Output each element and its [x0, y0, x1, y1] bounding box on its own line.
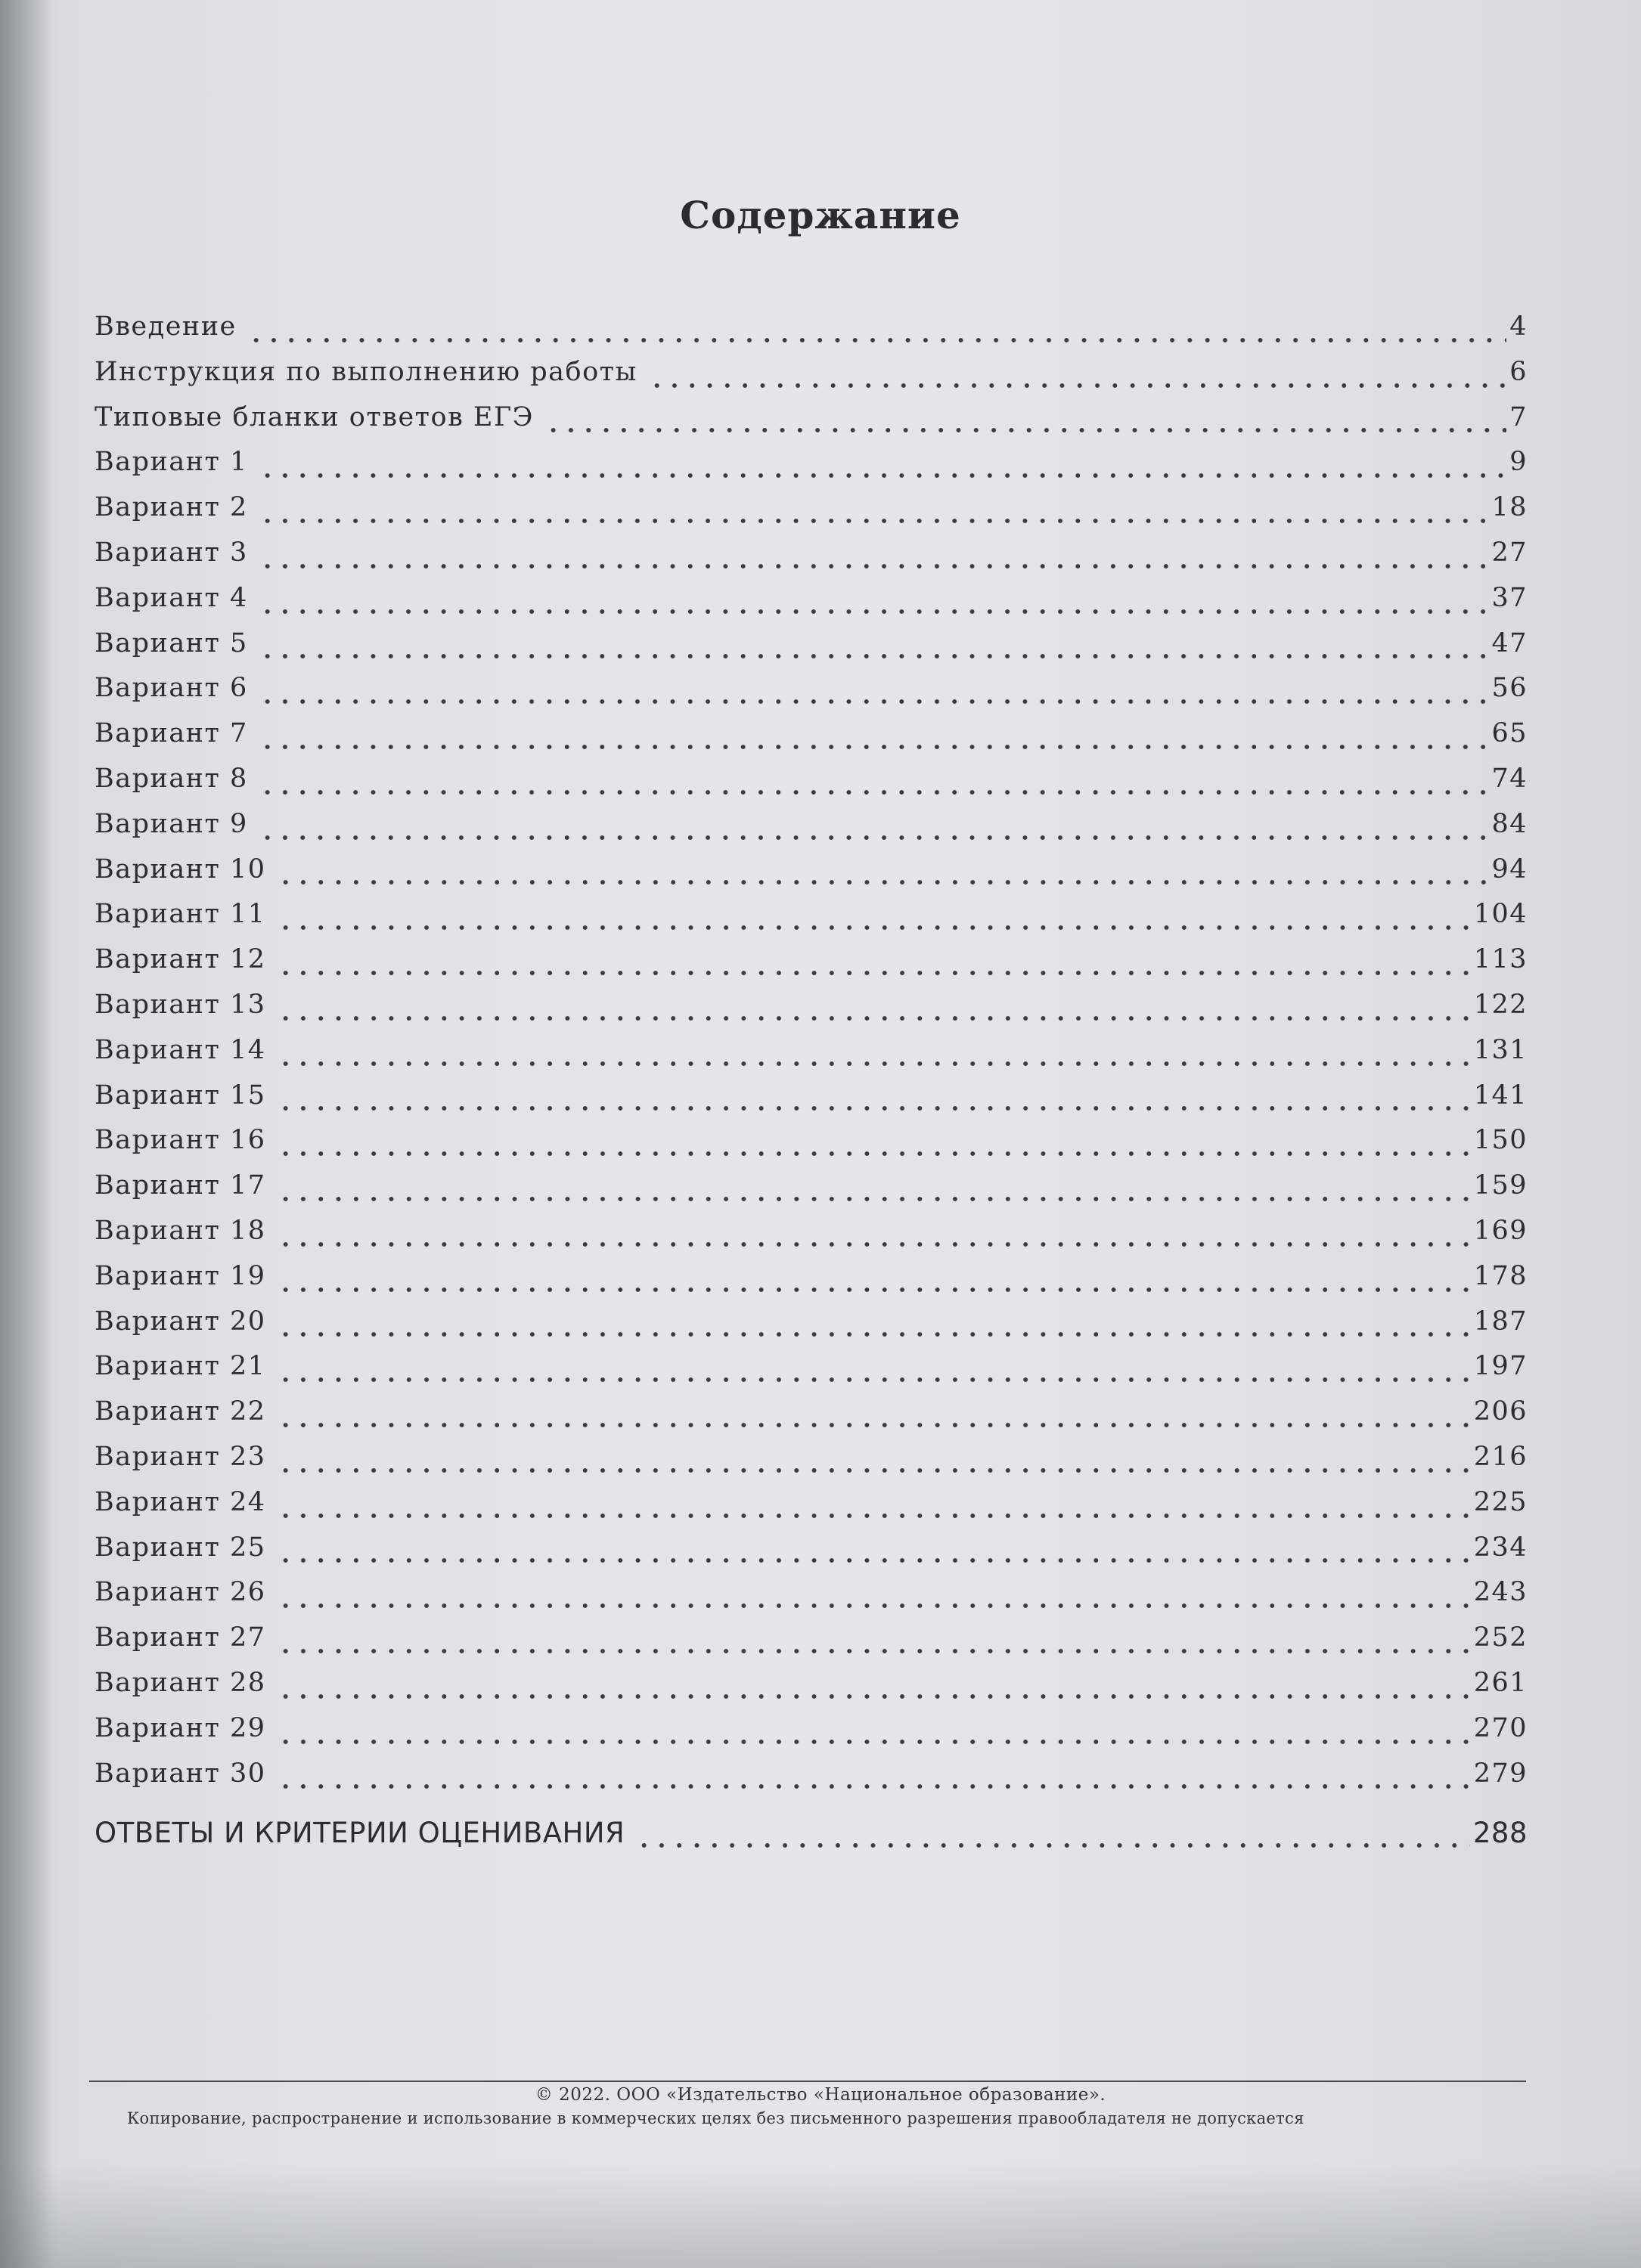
dot-leader — [277, 1376, 1471, 1383]
toc-entry-label: Вариант 27 — [95, 1622, 266, 1653]
toc-entry-label: Вариант 9 — [95, 808, 248, 839]
toc-entry — [95, 718, 1528, 764]
footer-copyright: © 2022. ООО «Издательство «Национальное образование». — [535, 2085, 1106, 2105]
dot-leader — [259, 743, 1489, 751]
toc-entry-page-number: 37 — [1491, 582, 1528, 613]
toc-entry-page-number: 104 — [1473, 899, 1528, 930]
toc-entry-label: Вариант 8 — [95, 763, 248, 794]
toc-entry-page-number: 206 — [1473, 1396, 1528, 1427]
toc-entry-page-number: 169 — [1473, 1215, 1528, 1246]
toc-entry — [95, 1080, 1528, 1126]
toc-entry-page-number: 187 — [1473, 1306, 1528, 1337]
toc-entry — [95, 1758, 1528, 1804]
toc-entry-label: Вариант 21 — [95, 1351, 266, 1382]
toc-entry — [95, 1713, 1528, 1758]
dot-leader — [277, 1738, 1471, 1746]
page-title: Содержание — [680, 193, 961, 237]
toc-entry-page-number: 159 — [1473, 1170, 1528, 1201]
toc-entry — [95, 1216, 1528, 1261]
footer-divider — [89, 2081, 1526, 2082]
toc-entry-page-number: 6 — [1509, 356, 1528, 387]
toc-entry-page-number: 84 — [1491, 808, 1528, 839]
toc-entry — [95, 1306, 1528, 1352]
toc-entry-page-number: 122 — [1473, 989, 1528, 1020]
toc-entry — [95, 402, 1528, 448]
toc-entry-label: Вариант 20 — [95, 1306, 266, 1337]
toc-entry-page-number: 94 — [1491, 854, 1528, 885]
dot-leader — [277, 1647, 1471, 1655]
dot-leader — [277, 1602, 1471, 1610]
toc-entry-label: Вариант 30 — [95, 1758, 266, 1789]
toc-entry-label: Вариант 23 — [95, 1441, 266, 1472]
toc-entry-label: Вариант 1 — [95, 447, 248, 478]
dot-leader — [277, 1693, 1471, 1700]
toc-entry-label: Вариант 22 — [95, 1396, 266, 1427]
dot-leader — [277, 1331, 1471, 1338]
toc-entry-answers — [95, 1817, 1528, 1862]
toc-entry-label: Вариант 12 — [95, 944, 266, 975]
toc-entry-page-number: 18 — [1491, 492, 1528, 523]
toc-entry-page-number: 243 — [1473, 1577, 1528, 1608]
dot-leader — [277, 1557, 1471, 1564]
dot-leader — [277, 1015, 1471, 1022]
toc-entry-label: Вариант 29 — [95, 1712, 266, 1743]
table-of-contents — [95, 311, 1528, 1862]
toc-entry-page-number: 56 — [1491, 673, 1528, 704]
toc-entry-label: Вариант 17 — [95, 1170, 266, 1201]
dot-leader — [277, 1060, 1471, 1067]
toc-entry-label: Вариант 7 — [95, 718, 248, 749]
toc-entry — [95, 1125, 1528, 1170]
dot-leader — [259, 652, 1489, 660]
dot-leader — [648, 382, 1506, 389]
dot-leader — [277, 969, 1471, 977]
dot-leader — [277, 1195, 1471, 1203]
toc-entry-page-number: 141 — [1473, 1080, 1528, 1111]
dot-leader — [277, 1241, 1471, 1248]
dot-leader — [277, 1105, 1471, 1112]
dot-leader — [259, 698, 1489, 705]
toc-entry-label: Вариант 14 — [95, 1034, 266, 1065]
dot-leader — [259, 834, 1489, 841]
toc-entry-page-number: 197 — [1473, 1351, 1528, 1382]
toc-entry — [95, 1170, 1528, 1216]
toc-entry-label: Инструкция по выполнению работы — [95, 356, 637, 387]
toc-entry — [95, 1577, 1528, 1622]
toc-entry — [95, 1622, 1528, 1668]
toc-entry-label: Вариант 5 — [95, 627, 248, 658]
toc-entry — [95, 1532, 1528, 1578]
toc-entry-page-number: 65 — [1491, 718, 1528, 749]
dot-leader — [247, 336, 1506, 344]
toc-entry-label: Введение — [95, 311, 237, 342]
toc-entry — [95, 538, 1528, 583]
dot-leader — [277, 1421, 1471, 1429]
toc-entry-label: Вариант 6 — [95, 673, 248, 704]
toc-entry — [95, 311, 1528, 357]
toc-entry-page-number: 113 — [1473, 944, 1528, 975]
toc-entry-page-number: 9 — [1509, 447, 1528, 478]
toc-entry-label: Вариант 13 — [95, 989, 266, 1020]
toc-entry-page-number: 261 — [1473, 1667, 1528, 1698]
dot-leader — [277, 1286, 1471, 1294]
toc-entry-page-number: 27 — [1491, 537, 1528, 568]
toc-entry-page-number: 288 — [1472, 1817, 1528, 1850]
toc-entry — [95, 447, 1528, 492]
toc-entry-label: Вариант 2 — [95, 492, 248, 523]
toc-entry — [95, 809, 1528, 854]
toc-entry-label: Вариант 18 — [95, 1215, 266, 1246]
toc-entry — [95, 990, 1528, 1035]
toc-entry-page-number: 234 — [1473, 1532, 1528, 1563]
toc-entry — [95, 1487, 1528, 1532]
dot-leader — [259, 517, 1489, 525]
toc-entry-page-number: 131 — [1473, 1034, 1528, 1065]
dot-leader — [277, 1150, 1471, 1157]
toc-entry — [95, 1035, 1528, 1080]
dot-leader — [259, 472, 1506, 479]
toc-entry-label: Вариант 19 — [95, 1260, 266, 1291]
toc-entry-page-number: 150 — [1473, 1125, 1528, 1156]
toc-entry-page-number: 279 — [1473, 1758, 1528, 1789]
toc-entry-page-number: 47 — [1491, 627, 1528, 658]
toc-entry — [95, 944, 1528, 990]
toc-entry — [95, 628, 1528, 674]
toc-entry — [95, 1668, 1528, 1713]
toc-entry-label: Вариант 4 — [95, 582, 248, 613]
toc-entry — [95, 492, 1528, 538]
toc-entry — [95, 673, 1528, 718]
toc-entry-label: Вариант 3 — [95, 537, 248, 568]
toc-entry-label: Вариант 16 — [95, 1125, 266, 1156]
toc-entry-label: Вариант 25 — [95, 1532, 266, 1563]
dot-leader — [259, 789, 1489, 796]
toc-entry-page-number: 178 — [1473, 1260, 1528, 1291]
toc-entry-page-number: 225 — [1473, 1486, 1528, 1517]
toc-entry-label: ОТВЕТЫ И КРИТЕРИИ ОЦЕНИВАНИЯ — [95, 1817, 625, 1850]
dot-leader — [277, 924, 1471, 931]
toc-entry-label: Вариант 24 — [95, 1486, 266, 1517]
toc-entry — [95, 764, 1528, 809]
toc-entry-label: Вариант 26 — [95, 1577, 266, 1608]
toc-entry — [95, 1351, 1528, 1396]
toc-entry — [95, 357, 1528, 402]
toc-entry-page-number: 216 — [1473, 1441, 1528, 1472]
toc-entry-page-number: 74 — [1491, 763, 1528, 794]
toc-entry — [95, 854, 1528, 900]
toc-entry-label: Вариант 28 — [95, 1667, 266, 1698]
toc-entry — [95, 1261, 1528, 1306]
dot-leader — [259, 608, 1489, 615]
toc-entries-list — [95, 311, 1528, 1803]
toc-entry — [95, 583, 1528, 628]
dot-leader — [277, 1783, 1471, 1790]
toc-entry-label: Типовые бланки ответов ЕГЭ — [95, 401, 534, 432]
dot-leader — [277, 1467, 1471, 1474]
toc-entry-page-number: 4 — [1509, 311, 1528, 342]
toc-entry — [95, 1396, 1528, 1442]
toc-entry-label: Вариант 10 — [95, 854, 266, 885]
dot-leader — [277, 1512, 1471, 1520]
dot-leader — [277, 878, 1489, 886]
toc-entry-page-number: 7 — [1509, 401, 1528, 432]
toc-entry-label: Вариант 11 — [95, 899, 266, 930]
toc-entry — [95, 1442, 1528, 1487]
toc-entry-page-number: 270 — [1473, 1712, 1528, 1743]
toc-entry-label: Вариант 15 — [95, 1080, 266, 1111]
dot-leader — [544, 426, 1506, 434]
toc-entry — [95, 899, 1528, 944]
toc-entry-page-number: 252 — [1473, 1622, 1528, 1653]
dot-leader — [259, 562, 1489, 570]
footer-notice: Копирование, распространение и использование в коммерческих целях без письменного разрешения правообладателя не допускается — [127, 2109, 1304, 2127]
dot-leader — [635, 1842, 1470, 1849]
